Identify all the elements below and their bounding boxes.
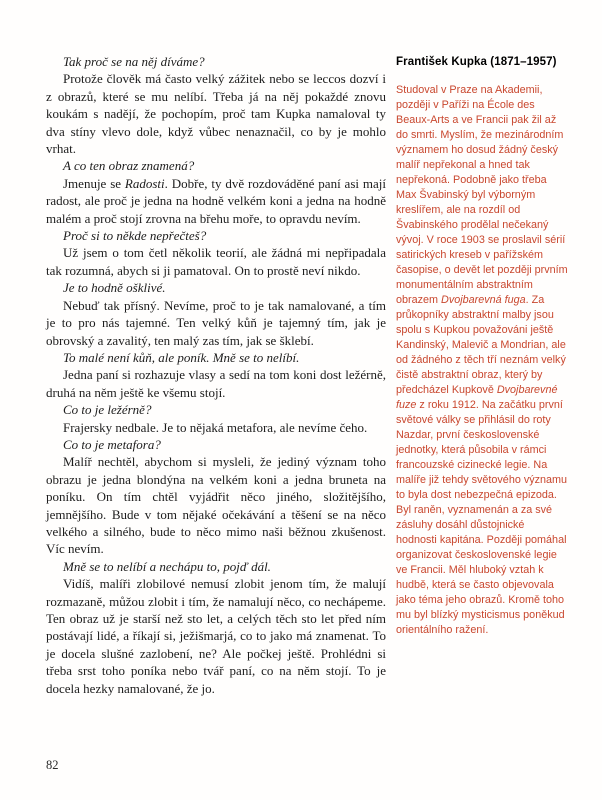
- text-run: Nebuď tak přísný. Nevíme, proč to je tak namalované, a tím je to pro nás tajemné. Ten velký kůň je tajemný tím, jak je obrovský a zavalitý, ten malý zas tím, jak se šklebí.: [46, 297, 386, 348]
- text-run: Už jsem o tom četl několik teorií, ale žádná mi nepřipadala tak rozumná, abych si ji pamatoval. On to prostě neví nikdo.: [46, 245, 386, 278]
- dialogue-line: [46, 53, 386, 70]
- body-paragraph: [46, 70, 386, 157]
- dialogue-line: [46, 227, 386, 244]
- text-run: Vidíš, malíři zlobilové nemusí zlobit jenom tím, že malují rozmazaně, můžou zlobit i tím, že namalují něco, co nechápeme. Ten obraz už je starší než sto let, a celých těch sto let před ním postávají lidé, a říkají si, ježišmarjá, co to jako má znamenat. To je docela slušné zazlobení, ne? Ale počkej ještě. Prohlédni si třeba srst toho poníka nebo tvář paní, co na něm stojí. To je docela hezky namalované, že jo.: [46, 576, 386, 696]
- text-run: . Dobře, ty dvě rozdováděné paní asi mají radost, ale proč je jedna na hodně velkém koni a jedna na hodně malém a proč stojí zrovna na břehu moře, to opravdu nevím.: [46, 175, 386, 226]
- text-run: To malé není kůň, ale poník. Mně se to nelíbí.: [63, 349, 300, 365]
- dialogue-line: [46, 436, 386, 453]
- text-run: Radosti: [124, 175, 165, 191]
- body-paragraph: [46, 175, 386, 227]
- text-run: Tak proč se na něj díváme?: [63, 54, 205, 69]
- text-run: Malíř nechtěl, abychom si mysleli, že jediný význam toho obrazu je jedna blondýna na velkém koni a jedna bruneta na poníku. On tím chtěl vyjádřit něco jiného, složitějšího, jemnějšího. Bude v tom nějaké očekávání a těšení se na něco velkého a silného, bude to něco mimo naši běžnou zkušenost. Víc nevím.: [46, 454, 386, 557]
- dialogue-line: [46, 558, 386, 575]
- text-run: . Za průkopníky abstraktní malby jsou spolu s Kupkou považováni ještě Kandinský, Malevič a Mondrian, ale od žádného z těch tří neznám velký čistě abstraktní obraz, který by předcházel Kupkově: [396, 294, 566, 396]
- text-run: Dvojbarevná fuga: [441, 294, 526, 306]
- text-run: Frajersky nedbale. Je to nějaká metafora, ale nevíme čeho.: [63, 419, 368, 435]
- body-paragraph: [46, 366, 386, 401]
- text-run: Jedna paní si rozhazuje vlasy a sedí na tom koni dost ležérně, druhá na něm ještě ke všemu stojí.: [46, 367, 386, 400]
- text-run: Co to je ležérně?: [63, 402, 152, 418]
- body-paragraph: [46, 575, 386, 697]
- text-run: Je to hodně ošklivé.: [63, 280, 166, 296]
- dialogue-line: [46, 401, 386, 418]
- dialogue-line: [46, 349, 386, 366]
- text-run: Studoval v Praze na Akademii, později v Paříži na École des Beaux-Arts a ve Francii pak žil až do smrti. Myslím, že mezinárodním významem ho dosud žádný český malíř nepřekonal a hned tak nepřekoná. Podobně jako třeba Max Švabinský byl výborným kreslířem, ale na rozdíl od Švabinského prodělal nečekaný vývoj. V roce 1903 se proslavil sérií satirických kreseb v pařížském časopise, o devět let později prvním monumentálním abstraktním obrazem: [396, 84, 568, 306]
- sidebar-column: [396, 56, 568, 638]
- dialogue-line: [46, 279, 386, 296]
- body-paragraph: [46, 297, 386, 349]
- text-run: Mně se to nelíbí a nechápu to, pojď dál.: [63, 558, 271, 574]
- text-run: Proč si to někde nepřečteš?: [63, 228, 207, 244]
- body-paragraph: [46, 453, 386, 557]
- text-run: Jmenuje se: [63, 175, 125, 191]
- body-paragraph: [46, 419, 386, 436]
- page-number: 82: [46, 758, 59, 772]
- body-paragraph: [46, 244, 386, 279]
- text-run: A co ten obraz znamená?: [63, 158, 195, 174]
- text-run: z roku 1912. Na začátku první světové války se přihlásil do roty Nazdar, první československé jednotky, která působila v rámci francouzské cizinecké legie. Na malíře již tehdy světového významu to byla dost nebezpečná epizoda. Byl raněn, vyznamenán a za své zásluhy dosáhl důstojnické hodnosti kapitána. Později pomáhal organizovat československé legie ve Francii. Měl hluboký vztah k hudbě, která se často objevovala jako téma jeho obrazů. Kromě toho mu byl blízký mysticismus poněkud orientálního ražení.: [396, 399, 568, 636]
- text-run: Co to je metafora?: [63, 436, 161, 452]
- sidebar-heading: František Kupka (1871–1957): [396, 56, 557, 68]
- text-run: Protože člověk má často velký zážitek nebo se leccos dozví i z obrazů, které se mu nelíbí. Třeba já na něj pokaždé znovu koukám s nadějí, že pochopím, proč tam Kupka namaloval ty dva stíny vlevo dole, když vůbec nenaznačil, co by je mohlo vrhat.: [46, 71, 386, 157]
- dialogue-line: [46, 157, 386, 174]
- text-run: Dvojbarevné fuze: [396, 384, 558, 411]
- main-text-column: [46, 53, 386, 697]
- sidebar-body: [396, 83, 568, 638]
